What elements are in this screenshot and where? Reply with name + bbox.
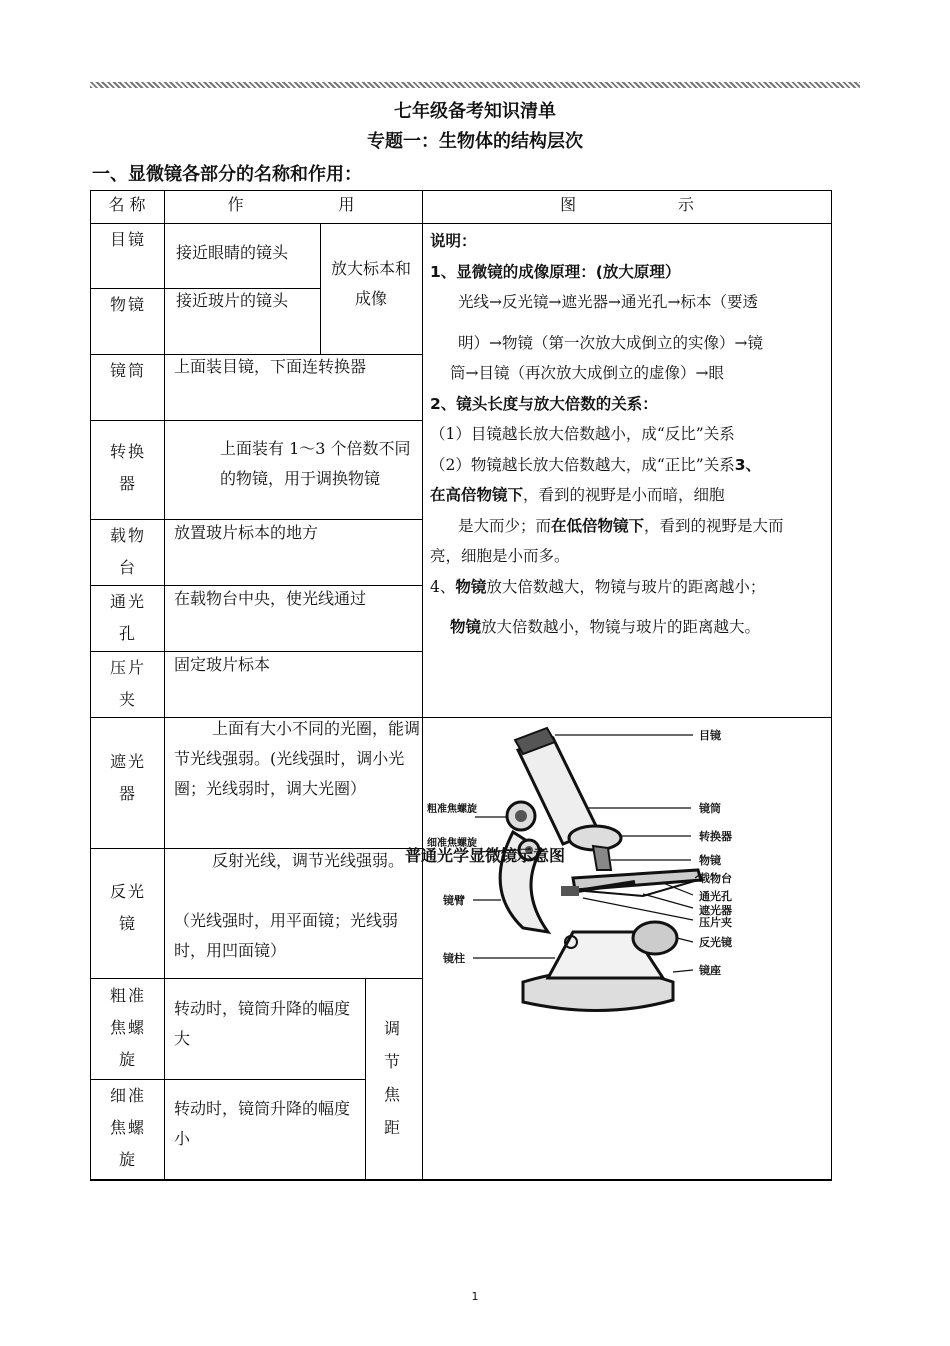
diagram-caption: 普通光学显微镜示意图 — [405, 846, 566, 865]
header-name: 名 称 — [108, 195, 146, 214]
explain-p3-line2: 是大而少；而在低倍物镜下，看到的视野是大而 — [458, 516, 784, 535]
explain-p1-line2: 明）→物镜（第一次放大成倒立的实像）→镜 — [458, 333, 763, 352]
row-func-eyepiece: 接近眼睛的镜头 — [176, 243, 289, 262]
label-fine: 细准焦螺旋 — [427, 838, 477, 849]
row-func-objective: 接近玻片的镜头 — [176, 291, 289, 310]
explain-p1-line1: 光线→反光镜→遮光器→通光孔→标本（要透 — [458, 293, 758, 311]
header-function: 作 用 — [227, 195, 359, 214]
row-func-hole: 在载物台中央，使光线通过 — [174, 589, 367, 608]
explain-heading: 说明： — [430, 232, 477, 250]
label-objective: 物镜 — [699, 854, 721, 867]
row-func-stage: 放置玻片标本的地方 — [174, 523, 319, 542]
explanation-block — [430, 226, 830, 643]
explain-p3-line1: 在高倍物镜下，看到的视野是小而暗，细胞 — [430, 486, 725, 504]
explain-p2-title: 2、镜头长度与放大倍数的关系： — [430, 394, 658, 413]
row-name-fine: 细准焦螺旋 — [109, 1086, 146, 1169]
merged-amplify: 放大标本和成像 — [330, 259, 411, 308]
row-name-eyepiece: 目镜 — [110, 230, 147, 249]
explain-p3-line3: 亮，细胞是小而多。 — [430, 547, 570, 565]
row-name-coarse: 粗准焦螺旋 — [109, 986, 146, 1069]
label-hole: 通光孔 — [699, 890, 732, 903]
label-mirror: 反光镜 — [699, 936, 732, 949]
row-name-objective: 物镜 — [110, 295, 147, 314]
row-func-converter: 上面装有 1～3 个倍数不同的物镜，用于调换物镜 — [220, 439, 411, 488]
row-func-coarse: 转动时，镜筒升降的幅度大 — [174, 999, 351, 1048]
label-coarse: 粗准焦螺旋 — [427, 804, 477, 815]
section-heading: 一、显微镜各部分的名称和作用： — [92, 164, 362, 185]
explain-p4-line2: 物镜放大倍数越小，物镜与玻片的距离越大。 — [450, 618, 761, 636]
page-title: 七年级备考知识清单 — [394, 101, 556, 122]
label-base: 镜座 — [699, 964, 721, 977]
page-number: 1 — [471, 1290, 479, 1303]
microscope-diagram — [423, 720, 829, 1020]
row-func-diaphragm: 上面有大小不同的光圈，能调节光线强弱。(光线强时，调小光圈；光线弱时，调大光圈） — [174, 719, 421, 798]
label-pillar: 镜柱 — [443, 952, 465, 965]
row-name-converter: 转换器 — [109, 442, 146, 493]
label-tube: 镜筒 — [699, 802, 721, 815]
explain-p2-line1: （1）目镜越长放大倍数越小，成“反比”关系 — [430, 425, 735, 443]
explain-p2-line2: （2）物镜越长放大倍数越大，成“正比”关系3、 — [430, 455, 762, 474]
row-name-mirror: 反光镜 — [109, 882, 146, 933]
explain-p1-line3: 筒→目镜（再次放大成倒立的虚像）→眼 — [450, 364, 724, 382]
label-converter: 转换器 — [699, 830, 732, 843]
row-name-tube: 镜筒 — [110, 361, 147, 380]
explain-p4-line1: 4、物镜放大倍数越大，物镜与玻片的距离越小； — [430, 577, 766, 596]
header-rule — [90, 82, 860, 88]
row-name-clip: 压片夹 — [109, 658, 146, 709]
explain-p1-title: 1、显微镜的成像原理：(放大原理） — [430, 262, 681, 281]
label-stage: 载物台 — [699, 872, 732, 885]
row-name-stage: 载物台 — [109, 526, 146, 577]
row-func-fine: 转动时，镜筒升降的幅度小 — [174, 1099, 351, 1148]
header-figure: 图 示 — [560, 195, 694, 214]
row-name-hole: 通光孔 — [109, 592, 146, 643]
label-diaphragm: 遮光器 — [699, 904, 732, 917]
row-func-tube: 上面装目镜，下面连转换器 — [174, 357, 367, 376]
label-eyepiece: 目镜 — [699, 729, 721, 742]
row-func-mirror-2: （光线强时，用平面镜；光线弱时，用凹面镜） — [174, 911, 399, 960]
label-clip: 压片夹 — [699, 916, 732, 929]
microscope-table — [90, 190, 832, 1180]
row-func-clip: 固定玻片标本 — [174, 655, 271, 674]
page-subtitle: 专题一：生物体的结构层次 — [367, 131, 583, 152]
row-name-diaphragm: 遮光器 — [109, 752, 146, 803]
label-arm: 镜臂 — [443, 894, 465, 907]
row-func-mirror-1: 反射光线，调节光线强弱。 — [212, 851, 405, 870]
merged-focus: 调节焦距 — [383, 1019, 400, 1137]
